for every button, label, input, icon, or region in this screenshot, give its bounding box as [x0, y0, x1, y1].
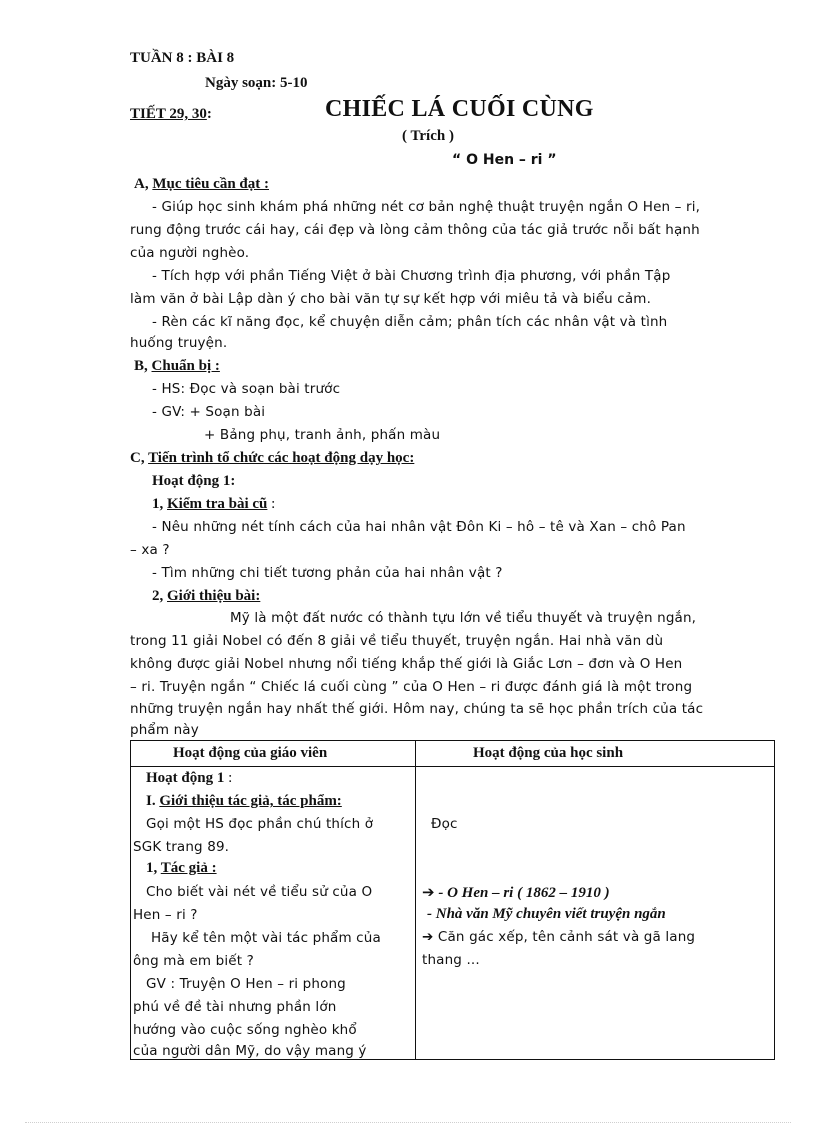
teacher-note-line: hướng vào cuộc sống nghèo khổ — [133, 1022, 357, 1038]
teacher-activity-label — [146, 770, 232, 787]
teacher-note-line: GV : Truyện O Hen – ri phong — [146, 976, 346, 992]
teacher-question-line: Cho biết vài nét về tiểu sử của O — [146, 884, 373, 900]
week-lesson: TUẦN 8 : BÀI 8 — [130, 50, 235, 66]
activity-1-label: Hoạt động 1: — [152, 473, 236, 489]
section-a-line: của người nghèo. — [130, 245, 250, 261]
teacher-activity-title: Hoạt động 1 — [146, 770, 225, 786]
check-title: Kiểm tra bài cũ — [167, 496, 268, 512]
intro-line: trong 11 giải Nobel có đến 8 giải về tiểu thuyết, truyện ngắn. Hai nhà văn dù — [130, 633, 664, 649]
intro-prefix: 2, — [152, 588, 164, 604]
student-bio-text: - O Hen – ri ( 1862 – 1910 ) — [438, 885, 610, 901]
check-line: - Tìm những chi tiết tương phản của hai nhân vật ? — [152, 565, 503, 581]
check-colon: : — [271, 496, 276, 512]
intro-heading — [152, 588, 260, 605]
lesson-title: CHIẾC LÁ CUỐI CÙNG — [325, 96, 594, 122]
arrow-icon: ➔ — [422, 929, 434, 945]
table-column-divider — [415, 741, 416, 1059]
intro-line: những truyện ngắn hay nhất thế giới. Hôm nay, chúng ta sẽ học phần trích của tác — [130, 701, 704, 717]
teacher-author-prefix: 1, — [146, 860, 158, 876]
section-a-line: - Rèn các kĩ năng đọc, kể chuyện diễn cảm; phân tích các nhân vật và tình — [152, 314, 668, 330]
student-bio-line — [422, 883, 610, 902]
intro-line: Mỹ là một đất nước có thành tựu lớn về tiểu thuyết và truyện ngắn, — [230, 610, 697, 626]
intro-title: Giới thiệu bài: — [167, 588, 261, 604]
intro-line: không được giải Nobel nhưng nổi tiếng khắp thế giới là Giắc Lơn – đơn và O Hen — [130, 656, 683, 672]
section-a-heading — [134, 176, 269, 193]
table-header-student: Hoạt động của học sinh — [473, 745, 624, 761]
section-a-line: huống truyện. — [130, 335, 228, 351]
check-line: – xa ? — [130, 542, 170, 558]
section-c-heading — [130, 450, 414, 467]
section-a-line: - Giúp học sinh khám phá những nét cơ bản nghệ thuật truyện ngắn O Hen – ri, — [152, 199, 701, 215]
check-prefix: 1, — [152, 496, 164, 512]
teacher-part-title: Giới thiệu tác giả, tác phẩm: — [159, 793, 342, 809]
section-b-line: - HS: Đọc và soạn bài trước — [152, 381, 341, 397]
section-b-line: + Bảng phụ, tranh ảnh, phấn màu — [204, 427, 441, 443]
teacher-part-heading — [146, 793, 342, 810]
teacher-question-line: Hen – ri ? — [133, 907, 198, 923]
excerpt-label: ( Trích ) — [402, 128, 454, 144]
table-header-teacher: Hoạt động của giáo viên — [173, 745, 328, 761]
section-b-line: - GV: + Soạn bài — [152, 404, 266, 420]
period-colon: : — [206, 106, 212, 122]
check-old-lesson-heading — [152, 496, 275, 513]
teacher-activity-colon: : — [228, 770, 233, 786]
intro-line: – ri. Truyện ngắn “ Chiếc lá cuối cùng ” của O Hen – ri được đánh giá là một trong — [130, 679, 693, 695]
teacher-question-line: Hãy kể tên một vài tác phẩm của — [151, 930, 381, 946]
teacher-author-title: Tác giả : — [160, 860, 217, 876]
student-read: Đọc — [431, 816, 458, 832]
section-b-heading — [134, 358, 220, 375]
teacher-read-line: SGK trang 89. — [133, 839, 230, 855]
section-a-line: rung động trước cái hay, cái đẹp và lòng cảm thông của tác giả trước nỗi bất hạnh — [130, 222, 700, 238]
activity-table — [130, 740, 775, 1060]
section-b-prefix: B, — [134, 358, 148, 374]
teacher-part-prefix: I. — [146, 793, 156, 809]
student-works-line — [422, 929, 695, 945]
section-a-prefix: A, — [134, 176, 149, 192]
section-a-line: - Tích hợp với phần Tiếng Việt ở bài Chương trình địa phương, với phần Tập — [152, 268, 671, 284]
section-c-title: Tiến trình tổ chức các hoạt động dạy học: — [148, 450, 415, 466]
teacher-author-heading — [146, 860, 217, 877]
teacher-question-line: ông mà em biết ? — [133, 953, 254, 969]
arrow-icon: ➔ — [422, 883, 435, 901]
teacher-note-line: phú về đề tài nhưng phần lớn — [133, 999, 337, 1015]
author-label: “ O Hen – ri ” — [452, 152, 557, 168]
section-c-prefix: C, — [130, 450, 145, 466]
period-number: TIẾT 29, 30 — [130, 106, 207, 122]
check-line: - Nêu những nét tính cách của hai nhân vật Đôn Ki – hô – tê và Xan – chô Pan — [152, 519, 686, 535]
student-works-line: thang ... — [422, 952, 480, 968]
section-a-line: làm văn ở bài Lập dàn ý cho bài văn tự sự kết hợp với miêu tả và biểu cảm. — [130, 291, 652, 307]
student-works-text: Căn gác xếp, tên cảnh sát và gã lang — [437, 929, 696, 945]
intro-line: phẩm này — [130, 722, 199, 738]
section-a-title: Mục tiêu cần đạt : — [152, 176, 269, 192]
student-bio-line-2: - Nhà văn Mỹ chuyên viết truyện ngắn — [427, 906, 666, 922]
teacher-note-line: của người dân Mỹ, do vậy mang ý — [133, 1043, 367, 1059]
teacher-read-line: Gọi một HS đọc phần chú thích ở — [146, 816, 374, 832]
table-header-divider — [131, 766, 774, 767]
section-b-title: Chuẩn bị : — [151, 358, 220, 374]
period-label — [130, 106, 212, 123]
prep-date: Ngày soạn: 5-10 — [205, 75, 308, 91]
